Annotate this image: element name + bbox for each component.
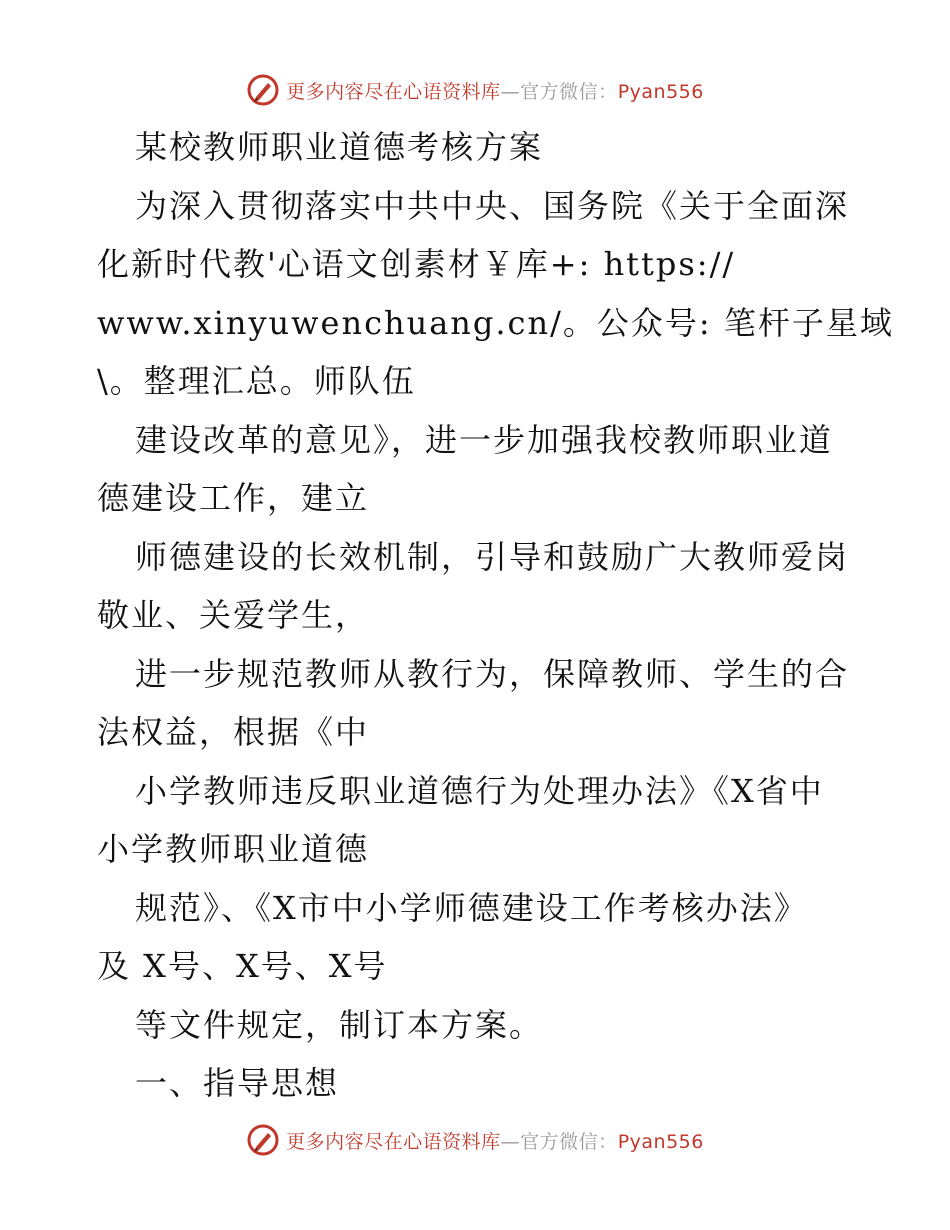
doc-line: 法权益，根据《中	[97, 713, 370, 751]
footer-banner-red-text: 更多内容尽在心语资料库	[286, 1130, 501, 1153]
doc-line: 化新时代教'心语文创素材￥库+: https://	[97, 245, 736, 283]
doc-line: 等文件规定，制订本方案。	[135, 1005, 544, 1044]
doc-line: 师德建设的长效机制，引导和鼓励广大教师爱岗	[135, 537, 850, 576]
doc-line: www.xinyuwenchuang.cn/。公众号: 笔杆子星域	[97, 303, 894, 342]
doc-line: 小学教师职业道德	[97, 830, 370, 868]
doc-line: 德建设工作，建立	[97, 479, 370, 517]
doc-line: 进一步规范教师从教行为，保障教师、学生的合	[135, 654, 850, 693]
footer-banner-text	[286, 1127, 704, 1154]
section-heading: 一、指导思想	[135, 1064, 340, 1102]
doc-line: 为深入贯彻落实中共中央、国务院《关于全面深	[135, 186, 850, 225]
pen-logo-icon	[246, 73, 280, 107]
document-body	[97, 118, 894, 1113]
pen-logo-icon	[246, 1123, 280, 1157]
header-banner-handle: Pyan556	[617, 80, 704, 103]
doc-title: 某校教师职业道德考核方案	[135, 128, 544, 166]
doc-line: 小学教师违反职业道德行为处理办法》《X省中	[135, 771, 824, 810]
doc-line: 敬业、关爱学生，	[97, 596, 370, 634]
header-banner-gray-text: —官方微信：	[500, 80, 618, 103]
header-banner-text	[286, 77, 704, 104]
footer-watermark-banner	[0, 1122, 950, 1158]
doc-line: 建设改革的意见》，进一步加强我校教师职业道	[135, 420, 834, 459]
doc-line: 规范》、《X市中小学师德建设工作考核办法》	[135, 888, 808, 927]
footer-banner-gray-text: —官方微信：	[500, 1130, 618, 1153]
header-watermark-banner	[0, 72, 950, 108]
doc-line: \。整理汇总。师队伍	[97, 362, 416, 400]
doc-line: 及 X号、X号、X号	[97, 947, 388, 985]
header-banner-red-text: 更多内容尽在心语资料库	[286, 80, 501, 103]
footer-banner-handle: Pyan556	[617, 1130, 704, 1153]
